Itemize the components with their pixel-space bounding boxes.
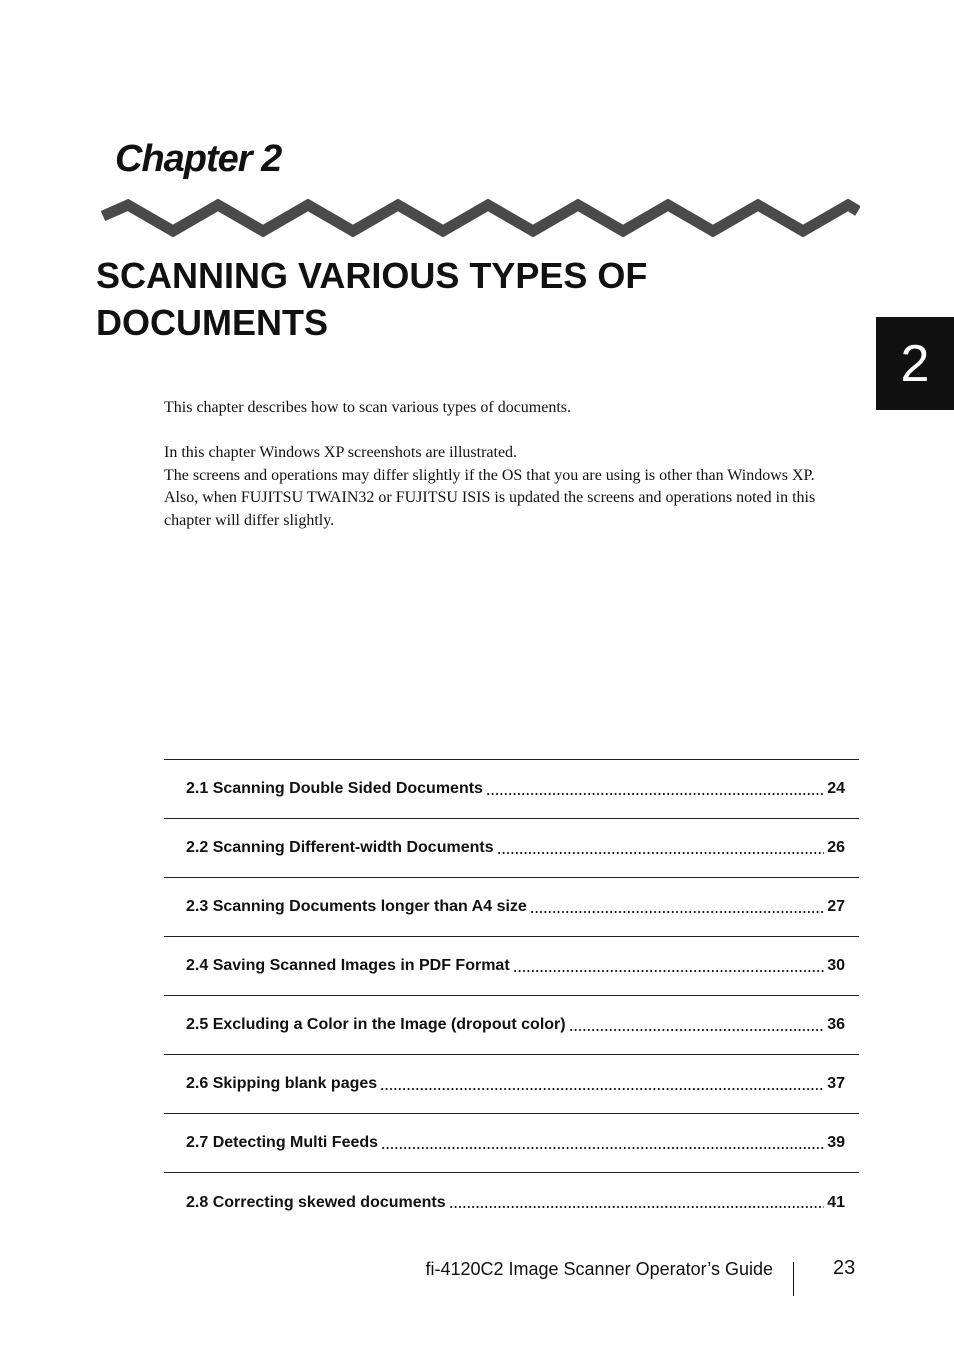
toc-entry[interactable]	[164, 1055, 859, 1114]
table-of-contents	[164, 759, 859, 1232]
toc-entry-title: 2.4 Saving Scanned Images in PDF Format	[186, 957, 510, 974]
dot-leader	[486, 793, 824, 795]
toc-entry[interactable]	[164, 1114, 859, 1173]
dot-leader	[449, 1206, 825, 1208]
chapter-label: Chapter 2	[115, 138, 282, 180]
intro-paragraph: This chapter describes how to scan various types of documents.	[164, 399, 572, 416]
footer-page-number: 23	[833, 1257, 856, 1279]
dot-leader	[513, 970, 825, 972]
toc-entry-page: 24	[827, 780, 845, 797]
intro-text	[164, 397, 864, 532]
dot-leader	[530, 911, 824, 913]
toc-entry-title: 2.1 Scanning Double Sided Documents	[186, 780, 483, 797]
toc-entry-title: 2.5 Excluding a Color in the Image (dropout color)	[186, 1016, 566, 1033]
footer-divider	[793, 1262, 794, 1296]
dot-leader	[380, 1088, 824, 1090]
toc-entry-title: 2.7 Detecting Multi Feeds	[186, 1134, 379, 1151]
toc-entry[interactable]	[164, 878, 859, 937]
toc-entry-title: 2.2 Scanning Different-width Documents	[186, 839, 494, 856]
toc-entry-page: 37	[827, 1075, 845, 1092]
chapter-tab-number: 2	[900, 334, 930, 393]
toc-entry-page: 27	[827, 898, 845, 915]
toc-entry-page: 41	[827, 1193, 845, 1211]
toc-entry-title: 2.3 Scanning Documents longer than A4 size	[186, 898, 527, 915]
dot-leader	[569, 1029, 825, 1031]
toc-entry-title: 2.8 Correcting skewed documents	[186, 1193, 446, 1211]
toc-entry-title: 2.6 Skipping blank pages	[186, 1075, 378, 1092]
chapter-title: SCANNING VARIOUS TYPES OF DOCUMENTS	[96, 255, 648, 343]
intro-paragraph: The screens and operations may differ slightly if the OS that you are using is other than Windows XP.	[164, 466, 815, 484]
toc-entry[interactable]	[164, 996, 859, 1055]
dot-leader	[497, 852, 825, 854]
intro-paragraph: In this chapter Windows XP screenshots are illustrated.	[164, 444, 518, 461]
toc-entry-page: 39	[827, 1134, 845, 1151]
dot-leader	[381, 1147, 824, 1149]
intro-paragraph: Also, when FUJITSU TWAIN32 or FUJITSU ISIS is updated the screens and operations noted in this chapter will differ slightly.	[164, 489, 816, 529]
footer-guide-title: fi-4120C2 Image Scanner Operator’s Guide	[425, 1259, 773, 1279]
toc-entry-page: 30	[827, 957, 845, 974]
toc-entry[interactable]	[164, 760, 859, 819]
toc-entry-page: 26	[827, 839, 845, 856]
chapter-tab	[876, 317, 954, 410]
toc-entry-page: 36	[827, 1016, 845, 1033]
toc-entry[interactable]	[164, 819, 859, 878]
zigzag-divider	[100, 198, 860, 242]
toc-entry[interactable]	[164, 1173, 859, 1232]
toc-entry[interactable]	[164, 937, 859, 996]
